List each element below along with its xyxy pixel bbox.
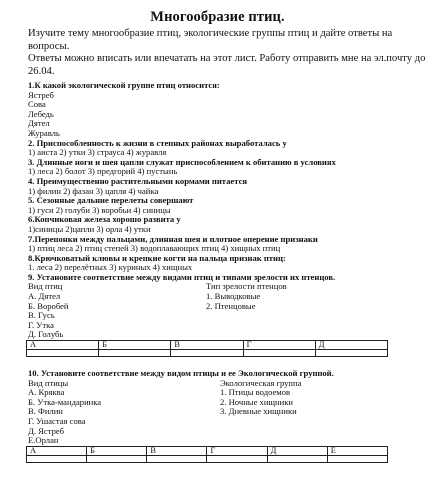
answer-header-cell: Д (315, 341, 387, 350)
question-10-answer-table (26, 446, 388, 463)
answer-cell[interactable] (243, 350, 315, 357)
question-2: 2. Приспособленность к жизни в степных районах выработалась у (28, 137, 287, 148)
question-9-right-header: Тип зрелости птенцов (206, 281, 287, 292)
question-5: 5. Сезонные дальние перелеты совершают (28, 195, 194, 206)
answer-header-cell: Б (99, 341, 171, 350)
answer-cell[interactable] (87, 455, 147, 462)
page-title: Многообразие птиц. (150, 9, 285, 25)
question-9-bird: Г. Утка (28, 319, 54, 330)
answer-cell[interactable] (27, 455, 87, 462)
answer-header-cell: А (27, 341, 99, 350)
answer-header-cell: Б (87, 446, 147, 455)
question-9-row (28, 302, 428, 312)
answer-header-cell: Д (267, 446, 327, 455)
question-2-answers: 1) аиста 2) утки 3) страуса 4) журавля (28, 147, 167, 158)
question-9-type: 1. Выводковые (206, 291, 261, 302)
question-4: 4. Преимущественно растительными кормами питается (28, 175, 248, 186)
question-7: 7.Перепонки между пальцами, длинная шея и плотное оперение признаки (28, 233, 318, 244)
question-6-answers: 1)синицы 2)цапли 3) орла 4) утки (28, 223, 151, 234)
question-10-right-header: Экологическая группа (220, 377, 302, 388)
question-10-bird: Е.Орлан (28, 435, 59, 446)
question-10-bird: Д. Ястреб (28, 425, 65, 436)
questions-block (28, 81, 428, 463)
question-7-answers: 1) птиц леса 2) птиц степей 3) водоплавающих птиц 4) хищных птиц (28, 243, 281, 254)
question-10: 10. Установите соответствие между видом птицы и ее Экологической группой. (28, 368, 334, 379)
question-1-option: Лебедь (28, 108, 54, 119)
answer-cell[interactable] (99, 350, 171, 357)
question-8-answers: 1. леса 2) перелётных 3) куриных 4) хищных (28, 262, 193, 273)
question-9: 9. Установите соответствие между видами птиц и типами зрелости их птенцов. (28, 271, 336, 282)
answer-header-cell: В (147, 446, 207, 455)
answer-cell[interactable] (315, 350, 387, 357)
question-10-row (28, 407, 428, 417)
answer-cell[interactable] (27, 350, 99, 357)
question-4-answers: 1) филин 2) фазан 3) цапля 4) чайка (28, 185, 159, 196)
question-1-option: Сова (28, 99, 46, 110)
question-1-option: Дятел (28, 118, 50, 129)
question-10-bird: А. Кряква (28, 387, 65, 398)
question-9-bird: Б. Воробей (28, 300, 69, 311)
instructions-line: Изучите тему многообразие птиц, экологические группы птиц и дайте ответы на вопросы. (28, 28, 393, 52)
question-6: 6.Копчиковая железа хорошо развита у (28, 214, 181, 225)
question-10-bird: Б. Утка-мандаринка (28, 396, 102, 407)
question-9-left-header: Вид птиц (28, 281, 63, 292)
answer-header-cell: Г (243, 341, 315, 350)
question-9-bird: А. Дятел (28, 291, 61, 302)
answer-cell[interactable] (327, 455, 387, 462)
question-10-group: 1. Птицы водоемов (220, 387, 291, 398)
answer-cell[interactable] (267, 455, 327, 462)
question-10-bird: Г. Ушастая сова (28, 416, 86, 426)
question-10-left-header: Вид птицы (28, 377, 69, 388)
answer-cell[interactable] (147, 455, 207, 462)
answer-cell[interactable] (171, 350, 243, 357)
question-1-option: Ястреб (28, 89, 54, 100)
question-1-option: Журавль (28, 127, 60, 138)
answer-header-cell: В (171, 341, 243, 350)
question-9-answer-table (26, 340, 388, 357)
question-3: 3. Длинные ноги и шея цапли служат приспособлением к обитанию в условиях (28, 156, 336, 167)
question-9-type: 2. Птенцовые (206, 300, 256, 311)
question-10-group: 3. Дневные хищники (220, 406, 297, 417)
question-10-group: 2. Ночные хищники (220, 396, 294, 407)
answer-header-cell: Е (327, 446, 387, 455)
question-9-bird: Д. Голубь (28, 329, 64, 340)
question-10-bird: В. Филин (28, 406, 63, 417)
question-9-bird: В. Гусь (28, 310, 55, 321)
answer-header-cell: Г (207, 446, 267, 455)
instructions-line: Ответы можно вписать или впечатать на этот лист. Работу отправить мне на эл.почту до 26.04. (28, 53, 426, 77)
answer-header-cell: А (27, 446, 87, 455)
question-8: 8.Крючковатый клювы и крепкие когти на пальца признак птиц: (28, 252, 286, 263)
question-5-answers: 1) гуси 2) голуби 3) воробьи 4) синицы (28, 204, 171, 215)
instructions (28, 28, 428, 78)
question-1: 1.К какой экологической группе птиц относится: (28, 80, 220, 90)
answer-cell[interactable] (207, 455, 267, 462)
question-3-answers: 1) леса 2) болот 3) предгорий 4) пустынь (28, 166, 178, 177)
